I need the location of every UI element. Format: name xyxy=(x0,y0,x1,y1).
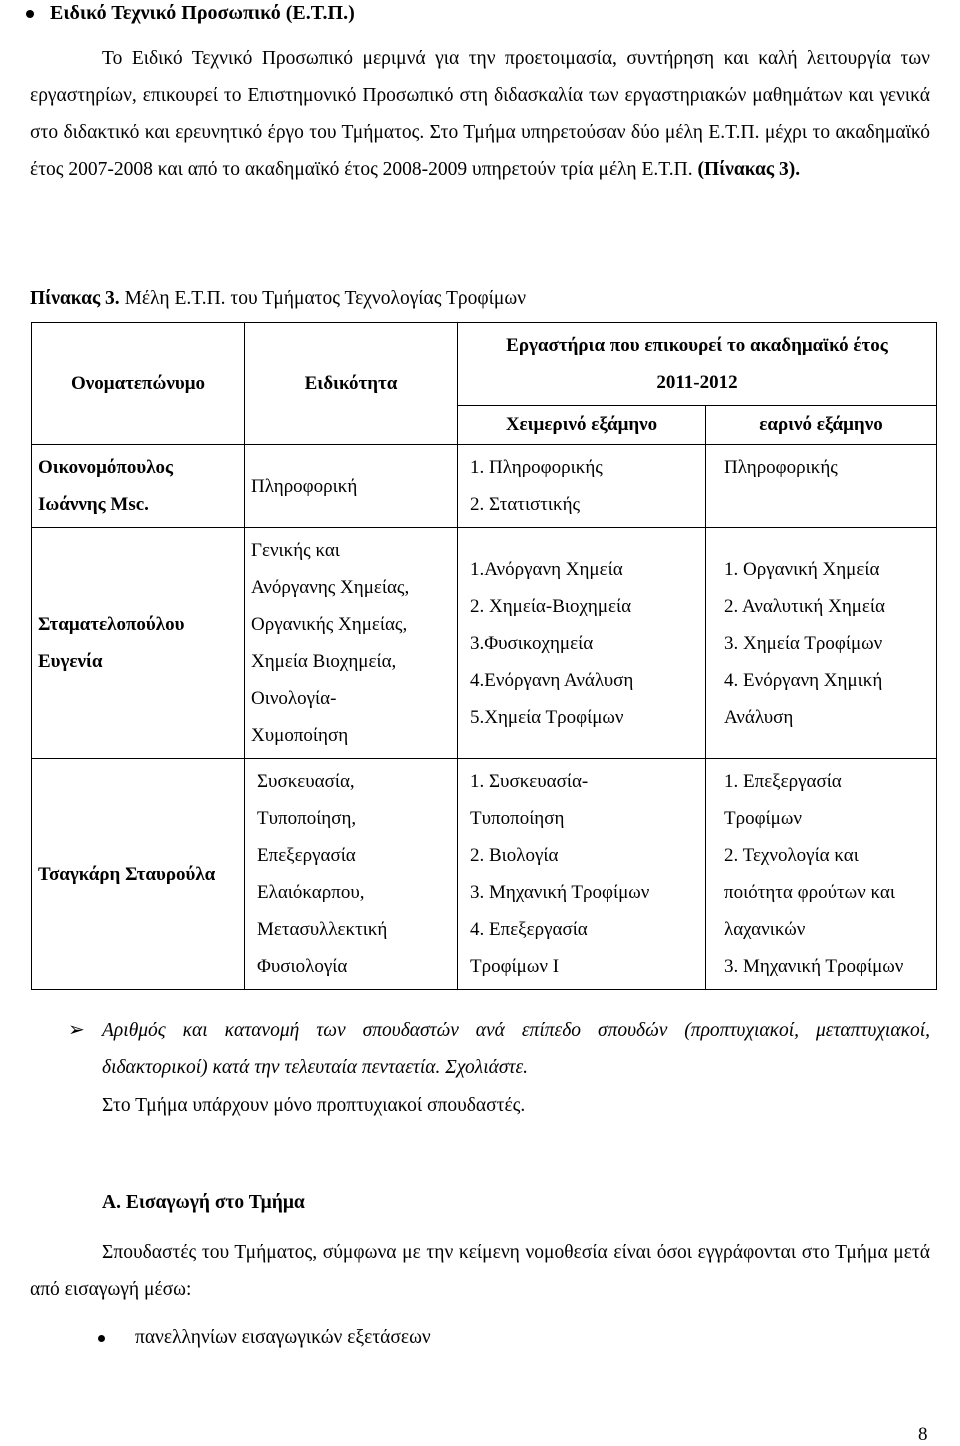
row-specialty: Συσκευασία, Τυποποίηση, Επεξεργασία Ελαιόκαρπου, Μετασυλλεκτική Φυσιολογία xyxy=(245,759,458,990)
section-text: Σπουδαστές του Τμήματος, σύμφωνα με την κείμενη νομοθεσία είναι όσοι εγγράφονται στο Τμήμα μετά από εισαγωγή μέσω: xyxy=(30,1242,930,1300)
row-spring: 1. Επεξεργασία Τροφίμων 2. Τεχνολογία και ποιότητα φρούτων και λαχανικών 3. Μηχανική Τροφίμων xyxy=(706,759,937,990)
bullet-dot-icon xyxy=(98,1335,105,1342)
row-specialty: Πληροφορική xyxy=(245,445,458,528)
table-caption-text: Μέλη Ε.Τ.Π. του Τμήματος Τεχνολογίας Τροφίμων xyxy=(119,288,527,309)
table-row xyxy=(32,445,937,528)
section-paragraph xyxy=(30,1234,930,1308)
header-labs-line2: 2011-2012 xyxy=(656,372,738,393)
exam-bullet-text: πανελληνίων εισαγωγικών εξετάσεων xyxy=(135,1327,431,1348)
header-winter: Χειμερινό εξάμηνο xyxy=(458,406,706,445)
header-spring: εαρινό εξάμηνο xyxy=(706,406,937,445)
staff-table xyxy=(31,322,937,990)
intro-paragraph xyxy=(30,40,930,188)
intro-text: Το Ειδικό Τεχνικό Προσωπικό μεριμνά για την προετοιμασία, συντήρηση και καλή λειτουργία των εργαστηρίων, επικουρεί το Επιστημονικό Προσωπικό στη διδασκαλία των εργαστηριακών μαθημάτων και γενικά στο διδακτικό και ερευνητικό έργο του Τμήματος. Στο Τμήμα υπηρετούσαν δύο μέλη Ε.Τ.Π. μέχρι το ακαδημαϊκό έτος 2007-2008 και από το ακαδημαϊκό έτος 2008-2009 υπηρετούν τρία μέλη Ε.Τ.Π. xyxy=(30,48,930,180)
undergrad-note: Στο Τμήμα υπάρχουν μόνο προπτυχιακοί σπουδαστές. xyxy=(102,1095,526,1116)
table-row xyxy=(32,759,937,990)
arrow-list-item xyxy=(68,1012,930,1086)
top-bullet-text: Ειδικό Τεχνικό Προσωπικό (Ε.Τ.Π.) xyxy=(50,2,355,24)
header-labs-line1: Εργαστήρια που επικουρεί το ακαδημαϊκό έτος xyxy=(506,335,888,356)
row-specialty: Γενικής και Ανόργανης Χημείας, Οργανικής Χημείας, Χημεία Βιοχημεία, Οινολογία- Χυμοποίηση xyxy=(245,528,458,759)
table-caption-label: Πίνακας 3. xyxy=(30,288,120,309)
header-labs xyxy=(458,323,937,406)
header-name: Ονοματεπώνυμο xyxy=(32,323,245,445)
arrow-item-text: Αριθμός και κατανομή των σπουδαστών ανά επίπεδο σπουδών (προπτυχιακοί, μεταπτυχιακοί, διδακτορικοί) κατά την τελευταία πενταετία. Σχολιάστε. xyxy=(102,1020,930,1078)
bullet-dot-icon xyxy=(26,10,34,18)
section-title: Α. Εισαγωγή στο Τμήμα xyxy=(102,1192,305,1213)
table-caption xyxy=(30,288,526,310)
header-specialty: Ειδικότητα xyxy=(245,323,458,445)
row-name: Τσαγκάρη Σταυρούλα xyxy=(32,759,245,990)
table-row xyxy=(32,528,937,759)
exam-bullet xyxy=(98,1327,431,1349)
arrow-bullet-icon: ➢ xyxy=(68,1019,85,1041)
row-name: Οικονομόπουλος Ιωάννης Msc. xyxy=(32,445,245,528)
row-name: Σταματελοπούλου Ευγενία xyxy=(32,528,245,759)
row-winter: 1. Πληροφορικής 2. Στατιστικής xyxy=(458,445,706,528)
intro-table-ref: (Πίνακας 3). xyxy=(697,159,801,180)
row-spring: Πληροφορικής xyxy=(706,445,937,528)
page-number: 8 xyxy=(918,1424,928,1445)
row-spring: 1. Οργανική Χημεία 2. Αναλυτική Χημεία 3. Χημεία Τροφίμων 4. Ενόργανη Χημική Ανάλυση xyxy=(706,528,937,759)
top-bullet xyxy=(26,2,355,25)
row-winter: 1.Ανόργανη Χημεία 2. Χημεία-Βιοχημεία 3.Φυσικοχημεία 4.Ενόργανη Ανάλυση 5.Χημεία Τροφίμων xyxy=(458,528,706,759)
row-winter: 1. Συσκευασία- Τυποποίηση 2. Βιολογία 3. Μηχανική Τροφίμων 4. Επεξεργασία Τροφίμων Ι xyxy=(458,759,706,990)
